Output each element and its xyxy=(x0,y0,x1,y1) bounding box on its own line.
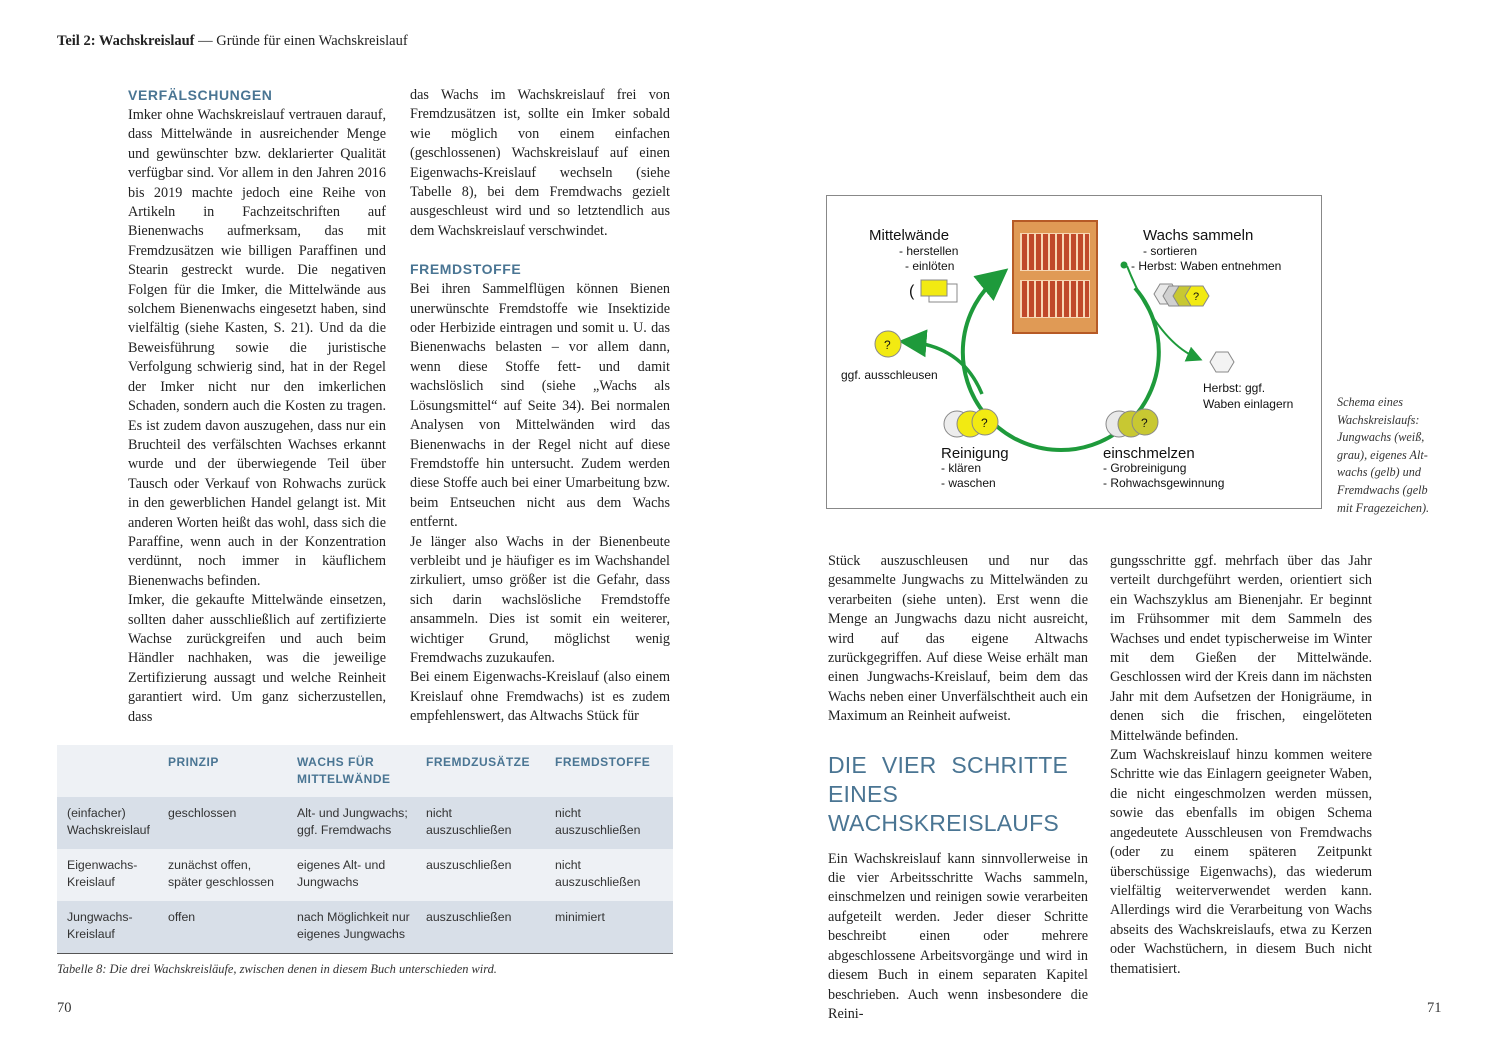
label-sammeln-line2: - Herbst: Waben entnehmen xyxy=(1131,259,1282,273)
label-mittelwaende-line1: - herstellen xyxy=(899,244,959,258)
diagram-canvas xyxy=(827,196,1321,508)
caption-line: mit Fragezeichen). xyxy=(1337,500,1430,515)
frame-icon xyxy=(1013,221,1097,333)
table-cell: nach Möglichkeit nur eigenes Jungwachs xyxy=(297,910,410,941)
table-header-cell: WACHS FÜR MITTELWÄNDE xyxy=(297,755,391,786)
sammeln-dot xyxy=(1121,262,1128,269)
reinigung-wax-circles xyxy=(944,409,998,437)
table-cell: offen xyxy=(168,910,196,924)
table-cell: auszuschließen xyxy=(426,858,512,872)
paragraph: gungsschritte ggf. mehrfach über das Jahr verteilt durchgeführt werden, orientiert sich ein Wachszyklus am Bienenjahr. Er beginnt im Frühsommer mit dem Sammeln des Wachses und endet typischerweise im Winter mit dem Gießen der Mittelwände. Geschlossen wird der Kreis dann im nächsten Jahr mit dem Aufsetzen der Honigräume, in denen sich die frischen, eingelöteten Mittelwände befinden. xyxy=(1110,553,1372,744)
einschmelzen-wax-circles xyxy=(1106,409,1158,437)
label-sammeln-line1: - sortieren xyxy=(1143,244,1198,258)
caption-line: Fremdwachs (gelb xyxy=(1337,482,1428,497)
paragraph: Bei ihren Sammelflügen können Bienen unerwünschte Fremdstoffe wie Insektizide oder Herbizide eintragen und somit u. U. das Bienenwachs belasten – vor allem dann, wenn diese Stoffe fett- und damit wachslöslich sind (siehe „Wachs als Lösungsmittel“ auf Seite 34). Bei normalen Analysen von Mittelwänden wird das Bienenwachs in der Regel nicht auf diese Fremdstoffe hin untersucht. Zudem werden diese Stoffe auch bei einer Umarbeitung bzw. beim Entseuchen nicht aus dem Wachs entfernt. xyxy=(410,281,670,531)
table-cell: eigenes Alt- und Jungwachs xyxy=(297,858,386,889)
table-cell: (einfacher) Wachskreislauf xyxy=(67,806,150,837)
table-header-cell: FREMDSTOFFE xyxy=(555,755,651,769)
section-heading-fremdstoffe: FREMDSTOFFE xyxy=(410,261,522,278)
einschmelzen-question: ? xyxy=(1141,416,1148,430)
caption-line: grau), eigenes Alt- xyxy=(1337,447,1428,462)
table-header-cell: PRINZIP xyxy=(168,755,219,769)
chapter-title: Gründe für einen Wachskreislauf xyxy=(216,33,408,49)
paren-glyph: ( xyxy=(909,283,915,300)
stored-comb-hexagon xyxy=(1210,352,1234,372)
table-caption: Tabelle 8: Die drei Wachskreisläufe, zwischen denen in diesem Buch unterschieden wird. xyxy=(57,962,497,976)
caption-line: wachs (gelb) und xyxy=(1337,465,1421,480)
table-cell: Alt- und Jungwachs; ggf. Fremdwachs xyxy=(297,806,408,837)
table-header-row xyxy=(57,745,673,797)
label-reinigung-line2: - waschen xyxy=(941,476,996,490)
figure-caption xyxy=(1337,394,1447,517)
part-title: Teil 2: Wachskreislauf xyxy=(57,33,195,49)
paragraph: das Wachs im Wachskreislauf frei von Fremdzusätzen ist, sollte ein Imker sobald wie möglich von einem einfachen (geschlossenen) Wachskreislauf auf einen Eigenwachs-Kreislauf wechseln (siehe Tabelle 8), bei dem Fremdwachs gezielt ausgeschleust wird und so letztendlich aus dem Wachskreislauf verschwindet. xyxy=(410,87,670,239)
table-cell: Jungwachs-Kreislauf xyxy=(67,910,133,941)
paragraph: Bei einem Eigenwachs-Kreislauf (also einem Kreislauf ohne Fremdwachs) ist es zudem empfehlenswert, das Altwachs Stück für xyxy=(410,669,670,725)
right-column-2 xyxy=(1110,552,1372,979)
fremdwachs-question: ? xyxy=(884,338,891,352)
table-cell: minimiert xyxy=(555,910,605,924)
table-cell: auszuschließen xyxy=(426,910,512,924)
table-header-cell: FREMDZUSÄTZE xyxy=(426,755,530,769)
left-column-1 xyxy=(128,86,386,727)
paragraph: Imker, die gekaufte Mittelwände einsetzen, sollten daher ausschließlich auf zertifizierte Wachse zurückgreifen und auch beim Händler nachhaken, was die jeweilige Zertifizierung aussagt und welche Reinheit garantiert wird. Um ganz sicherzustellen, dass xyxy=(128,592,386,725)
paragraph: Je länger also Wachs in der Bienenbeute verbleibt und je häufiger es im Wachshandel zirkuliert, umso größer ist die Gefahr, dass sich darin wachslösliche Fremdstoffe ansammeln. Dies ist somit ein weiterer, wichtiger Grund, möglichst wenig Fremdwachs zuzukaufen. xyxy=(410,533,670,666)
table-row xyxy=(57,797,673,849)
einlagern-arrow xyxy=(1127,266,1200,358)
label-mittelwaende: Mittelwände xyxy=(869,227,950,244)
paragraph: Imker ohne Wachskreislauf vertrauen darauf, dass Mittelwände in ausreichender Menge und gewünschter bzw. deklarierter Qualität verfügbar sind. Vor allem in den Jahren 2016 bis 2019 machte jedoch eine Reihe von Artikeln in Fachzeitschriften auf Bienenwachs aufmerksam, das mit Fremdzusätzen wie billigen Paraffinen und Stearin gestreckt wurde. Die negativen Folgen für die Imker, die Mittelwände aus solchem Bienenwachs eingesetzt haben, sind vielfältig (siehe Kasten, S. 21). Und da die Beweisführung sowie die juristische Verfolgung schwierig sind, hat in der Regel der Imker nicht nur den imkerlichen Schaden, sondern auch die Kosten zu tragen. Es ist zudem davon auszugehen, dass nur ein Bruchteil des verfälschten Wachses erkannt wurde und der überwiegende Teil über Tausch oder Verkauf von Rohwachs zurück in den gewerblichen Handel gelangt ist. Mit anderen Worten heißt das wohl, dass sich die Paraffine, wenn auch in der Konzentration verdünnt, noch immer in käuflichem Bienenwachs befinden. xyxy=(128,107,386,589)
page-number-right: 71 xyxy=(1427,1000,1442,1016)
comb-hexagons xyxy=(1154,284,1209,306)
label-einschmelzen-line1: - Grobreinigung xyxy=(1103,461,1187,475)
table-row xyxy=(57,901,673,953)
wachskreislauf-diagram xyxy=(826,195,1322,509)
right-column-1 xyxy=(828,552,1088,1024)
hexagon-question: ? xyxy=(1193,291,1200,303)
label-einschmelzen: einschmelzen xyxy=(1103,445,1195,462)
paragraph: Stück auszuschleusen und nur das gesammelte Jungwachs zu Mittelwänden zu verarbeiten (siehe unten). Erst wenn die Menge an Jungwachs dazu nicht ausreicht, wird auf das eigene Altwachs zurückgegriffen. Auf diese Weise erhält man einen Jungwachs-Kreislauf, beim dem das Wachs neben einer Unverfälschtheit auch ein Maximum an Reinheit aufweist. xyxy=(828,553,1088,725)
label-reinigung-line1: - klären xyxy=(941,461,982,475)
label-wachs-sammeln: Wachs sammeln xyxy=(1143,227,1254,244)
label-einlagern-line1: Herbst: ggf. xyxy=(1203,381,1266,395)
wax-sheet-icon xyxy=(921,280,947,296)
page-number-left: 70 xyxy=(57,1000,72,1016)
caption-line: Jungwachs (weiß, xyxy=(1337,430,1425,445)
reinigung-question: ? xyxy=(981,416,988,430)
paragraph: Ein Wachskreislauf kann sinnvollerweise in die vier Arbeitsschritte Wachs sammeln, einschmelzen und reinigen sowie verarbeiten aufgeteilt werden. Jeder dieser Schritte beschreibt einen oder mehrere abgeschlossene Arbeitsvorgänge und wird in diesem Buch in einem separaten Kapitel beschrieben. Auch wenn insbesondere die Reini- xyxy=(828,850,1088,1022)
section-heading-vier-schritte: DIE VIER SCHRITTE EINES WACHSKREISLAUFS xyxy=(828,751,1068,836)
label-mittelwaende-line2: - einlöten xyxy=(905,259,955,273)
header-dash: — xyxy=(198,33,213,49)
table-cell: zunächst offen, später geschlossen xyxy=(168,858,274,889)
table-wachskreislaeufe xyxy=(57,745,673,954)
table-cell: Eigenwachs-Kreislauf xyxy=(67,858,138,889)
table-cell: geschlossen xyxy=(168,806,237,820)
label-einlagern-line2: Waben einlagern xyxy=(1203,397,1294,411)
label-reinigung: Reinigung xyxy=(941,445,1009,462)
paragraph: Zum Wachskreislauf hinzu kommen weitere Schritte wie das Einlagern geeigneter Waben, die nicht eingeschmolzen werden müssen, sowie das ebenfalls im obigen Schema angedeutete Ausschleusen von Fremdwachs (oder zu einem späteren Zeitpunkt überschüssige Eigenwachs), das wiederum vielfältig weiterverwendet werden kann. Allerdings wird die Verarbeitung von Wachs abseits des Wachskreislaufs, etwa zu Kerzen oder Wachstüchern, in diesem Buch nicht thematisiert. xyxy=(1110,747,1372,977)
table-header-cell xyxy=(57,745,158,797)
running-header xyxy=(57,33,408,50)
table-cell: nicht auszuschließen xyxy=(555,858,641,889)
left-column-2 xyxy=(410,86,670,727)
caption-line: Schema eines xyxy=(1337,395,1403,409)
label-ausschleusen: ggf. ausschleusen xyxy=(841,368,938,382)
table-cell: nicht auszuschließen xyxy=(555,806,641,837)
section-heading-verfaelschungen: VERFÄLSCHUNGEN xyxy=(128,87,273,103)
caption-line: Wachskreislaufs: xyxy=(1337,412,1420,427)
label-einschmelzen-line2: - Rohwachsgewinnung xyxy=(1103,476,1225,490)
table-row xyxy=(57,849,673,901)
table-cell: nicht auszuschließen xyxy=(426,806,512,837)
